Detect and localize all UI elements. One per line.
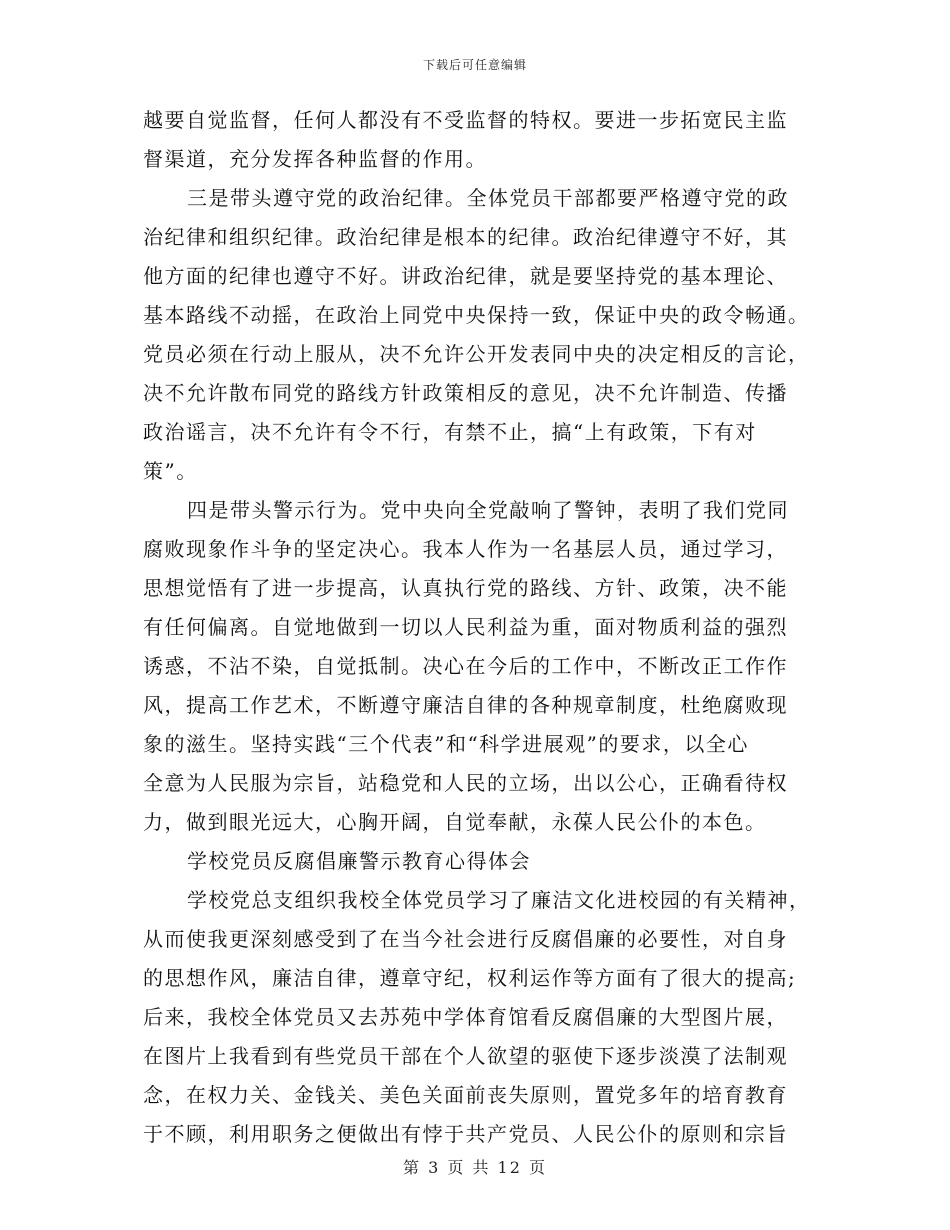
page-header: 下载后可任意编辑 bbox=[422, 58, 527, 72]
text-line: 腐败现象作斗争的坚定决心。我本人作为一名基层人员，通过学习， bbox=[143, 537, 788, 561]
text-line: 政治谣言，决不允许有令不行，有禁不止，搞“上有政策，下有对 bbox=[143, 420, 757, 444]
text-line: 在图片上我看到有些党员干部在个人欲望的驱使下逐步淡漠了法制观 bbox=[143, 1044, 788, 1068]
text-line: 决不允许散布同党的路线方针政策相反的意见，决不允许制造、传播 bbox=[143, 381, 788, 405]
paragraph-start-line: 四是带头警示行为。党中央向全党敲响了警钟，表明了我们党同 bbox=[187, 498, 789, 522]
paragraph-start-line: 学校党总支组织我校全体党员学习了廉洁文化进校园的有关精神， bbox=[187, 888, 811, 912]
text-line: 后来，我校全体党员又去苏苑中学体育馆看反腐倡廉的大型图片展， bbox=[143, 1005, 788, 1029]
section-title: 学校党员反腐倡廉警示教育心得体会 bbox=[187, 849, 531, 873]
text-line: 的思想作风，廉洁自律，遵章守纪，权利运作等方面有了很大的提高; bbox=[143, 966, 797, 990]
text-line: 治纪律和组织纪律。政治纪律是根本的纪律。政治纪律遵守不好，其 bbox=[143, 225, 788, 249]
document-body bbox=[143, 101, 813, 1154]
text-line: 督渠道，充分发挥各种监督的作用。 bbox=[143, 147, 487, 171]
text-line: 党员必须在行动上服从，决不允许公开发表同中央的决定相反的言论， bbox=[143, 342, 810, 366]
text-line: 风，提高工作艺术，不断遵守廉洁自律的各种规章制度，杜绝腐败现 bbox=[143, 693, 788, 717]
paragraph-start-line: 三是带头遵守党的政治纪律。全体党员干部都要严格遵守党的政 bbox=[187, 186, 789, 210]
text-line: 策”。 bbox=[143, 459, 198, 483]
text-line: 他方面的纪律也遵守不好。讲政治纪律，就是要坚持党的基本理论、 bbox=[143, 264, 788, 288]
text-line: 从而使我更深刻感受到了在当今社会进行反腐倡廉的必要性，对自身 bbox=[143, 927, 788, 951]
text-line: 越要自觉监督，任何人都没有不受监督的特权。要进一步拓宽民主监 bbox=[143, 108, 788, 132]
text-line: 有任何偏离。自觉地做到一切以人民利益为重，面对物质利益的强烈 bbox=[143, 615, 788, 639]
page-footer: 第 3 页 共 12 页 bbox=[403, 1158, 547, 1177]
text-line: 诱惑，不沾不染，自觉抵制。决心在今后的工作中，不断改正工作作 bbox=[143, 654, 788, 678]
text-line: 于不顾，利用职务之便做出有悖于共产党员、人民公仆的原则和宗旨 bbox=[143, 1122, 788, 1146]
text-line: 全意为人民服为宗旨，站稳党和人民的立场，出以公心，正确看待权 bbox=[143, 771, 788, 795]
text-line: 念，在权力关、金钱关、美色关面前丧失原则，置党多年的培育教育 bbox=[143, 1083, 788, 1107]
text-line: 象的滋生。坚持实践“三个代表”和“科学进展观”的要求，以全心 bbox=[143, 732, 749, 756]
text-line: 力，做到眼光远大，心胸开阔，自觉奉献，永葆人民公仆的本色。 bbox=[143, 810, 767, 834]
text-line: 基本路线不动摇，在政治上同党中央保持一致，保证中央的政令畅通。 bbox=[143, 303, 810, 327]
text-line: 思想觉悟有了进一步提高，认真执行党的路线、方针、政策，决不能 bbox=[143, 576, 788, 600]
